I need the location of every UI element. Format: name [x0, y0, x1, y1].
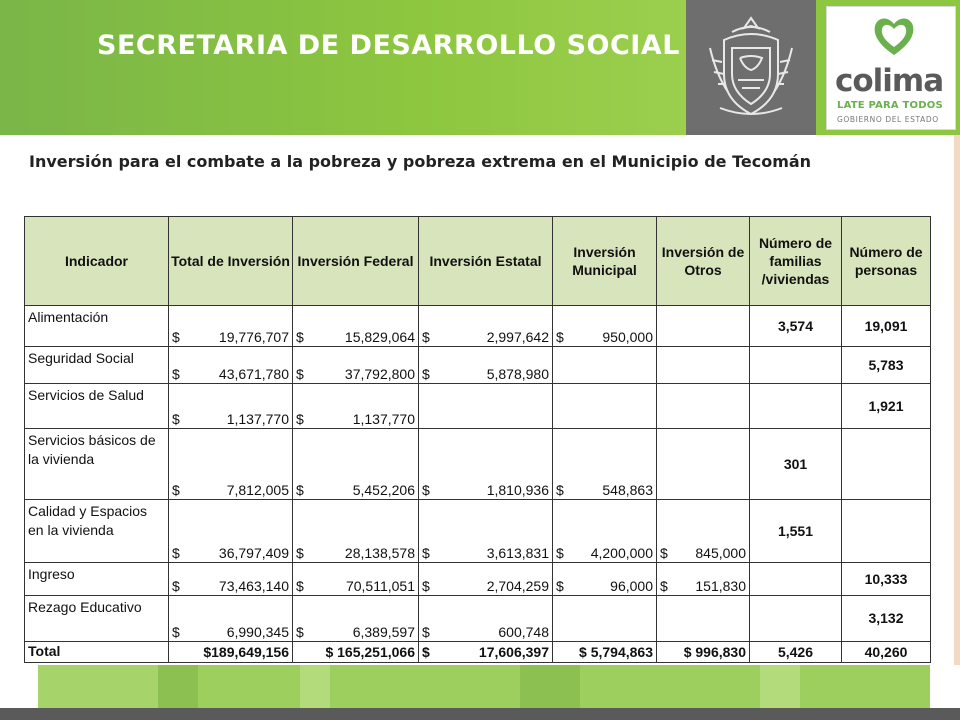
amount-value: 73,463,140 [218, 578, 289, 594]
cell-municipal [553, 347, 657, 384]
footer-gray-bar [0, 708, 960, 720]
header-indicador: Indicador [25, 217, 169, 306]
amount-value: 28,138,578 [344, 545, 415, 561]
logo-tagline: LATE PARA TODOS [837, 100, 943, 111]
cell-municipal [553, 384, 657, 429]
cell-otros [657, 347, 750, 384]
cell-total [169, 429, 293, 500]
cell-total-label: Total [25, 642, 169, 663]
cell-familias [750, 563, 842, 596]
currency-symbol: $ [422, 329, 430, 345]
amount-value: 5,452,206 [352, 482, 415, 498]
currency-symbol: $ [556, 482, 564, 498]
cell-personas: 5,783 [842, 347, 931, 384]
currency-symbol: $ [172, 545, 180, 561]
colima-logo [826, 6, 956, 130]
cell-otros [657, 384, 750, 429]
cell-total-federal: $ 165,251,066 [293, 642, 419, 663]
cell-total [169, 596, 293, 642]
table-row [25, 347, 931, 384]
amount-value: 1,810,936 [486, 482, 549, 498]
currency-symbol: $ [660, 545, 668, 561]
amount-value: 151,830 [695, 578, 746, 594]
amount-value: 36,797,409 [218, 545, 289, 561]
cell-estatal [419, 563, 553, 596]
cell-familias: 1,551 [750, 500, 842, 563]
cell-otros [657, 306, 750, 347]
cell-municipal [553, 306, 657, 347]
amount-value: 43,671,780 [218, 366, 289, 382]
currency-symbol: $ [556, 329, 564, 345]
investment-table [24, 216, 931, 663]
cell-total [169, 563, 293, 596]
cell-total [169, 384, 293, 429]
amount-value: 950,000 [602, 329, 653, 345]
cell-familias [750, 596, 842, 642]
table-row [25, 429, 931, 500]
amount-value: 845,000 [695, 545, 746, 561]
amount-value: 5,878,980 [486, 366, 549, 382]
cell-personas [842, 429, 931, 500]
currency-symbol: $ [296, 366, 304, 382]
state-seal-panel [686, 0, 816, 135]
amount-value: 1,137,770 [352, 411, 415, 427]
cell-municipal [553, 563, 657, 596]
cell-indicador: Alimentación [25, 306, 169, 347]
cell-total-municipal: $ 5,794,863 [553, 642, 657, 663]
header-title: SECRETARIA DE DESARROLLO SOCIAL [97, 30, 680, 61]
currency-symbol: $ [422, 643, 430, 660]
amount-value: 2,704,259 [486, 578, 549, 594]
cell-federal [293, 347, 419, 384]
table-row [25, 500, 931, 563]
table-row [25, 384, 931, 429]
cell-estatal [419, 596, 553, 642]
amount-value: 37,792,800 [344, 366, 415, 382]
header-green-panel [0, 0, 686, 135]
cell-personas: 10,333 [842, 563, 931, 596]
currency-symbol: $ [296, 482, 304, 498]
amount-value: 6,389,597 [352, 624, 415, 640]
currency-symbol: $ [422, 578, 430, 594]
header-band [0, 0, 960, 135]
logo-subtext: GOBIERNO DEL ESTADO [837, 115, 939, 124]
currency-symbol: $ [172, 578, 180, 594]
cell-otros [657, 563, 750, 596]
cell-municipal [553, 596, 657, 642]
currency-symbol: $ [296, 545, 304, 561]
cell-municipal [553, 429, 657, 500]
cell-indicador: Seguridad Social [25, 347, 169, 384]
cell-familias [750, 347, 842, 384]
header-estatal: Inversión Estatal [419, 217, 553, 306]
cell-estatal [419, 347, 553, 384]
amount-value: 3,613,831 [486, 545, 549, 561]
currency-symbol: $ [296, 578, 304, 594]
currency-symbol: $ [172, 624, 180, 640]
amount-value: 19,776,707 [218, 329, 289, 345]
currency-symbol: $ [172, 411, 180, 427]
cell-total-otros: $ 996,830 [657, 642, 750, 663]
cell-estatal [419, 306, 553, 347]
table-row [25, 596, 931, 642]
header-familias: Número de familias /viviendas [750, 217, 842, 306]
amount-value: 17,606,397 [478, 643, 549, 660]
amount-value: 15,829,064 [344, 329, 415, 345]
currency-symbol: $ [556, 578, 564, 594]
cell-indicador: Ingreso [25, 563, 169, 596]
currency-symbol: $ [296, 624, 304, 640]
currency-symbol: $ [172, 329, 180, 345]
currency-symbol: $ [422, 624, 430, 640]
cell-indicador: Servicios básicos de la vivienda [25, 429, 169, 500]
amount-value: 548,863 [602, 482, 653, 498]
amount-value: 7,812,005 [226, 482, 289, 498]
amount-value: 1,137,770 [226, 411, 289, 427]
cell-indicador: Servicios de Salud [25, 384, 169, 429]
cell-federal [293, 596, 419, 642]
cell-total [169, 500, 293, 563]
currency-symbol: $ [296, 411, 304, 427]
currency-symbol: $ [422, 482, 430, 498]
cell-federal [293, 429, 419, 500]
cell-estatal [419, 500, 553, 563]
cell-indicador: Rezago Educativo [25, 596, 169, 642]
right-edge-strip [954, 135, 960, 665]
table-row [25, 563, 931, 596]
cell-indicador: Calidad y Espacios en la vivienda [25, 500, 169, 563]
cell-total [169, 306, 293, 347]
amount-value: 4,200,000 [590, 545, 653, 561]
table-row [25, 306, 931, 347]
header-otros: Inversión de Otros [657, 217, 750, 306]
cell-total-personas: 40,260 [842, 642, 931, 663]
currency-symbol: $ [296, 329, 304, 345]
table-header-row [25, 217, 931, 306]
currency-symbol: $ [660, 578, 668, 594]
cell-total-familias: 5,426 [750, 642, 842, 663]
currency-symbol: $ [556, 545, 564, 561]
header-personas: Número de personas [842, 217, 931, 306]
amount-value: 70,511,051 [345, 578, 415, 594]
cell-personas: 3,132 [842, 596, 931, 642]
cell-federal [293, 306, 419, 347]
amount-value: 6,990,345 [226, 624, 289, 640]
slide-subtitle: Inversión para el combate a la pobreza y pobreza extrema en el Municipio de Tecomán [29, 152, 812, 171]
cell-otros [657, 429, 750, 500]
table-total-row [25, 642, 931, 663]
cell-municipal [553, 500, 657, 563]
header-total: Total de Inversión [169, 217, 293, 306]
cell-federal [293, 500, 419, 563]
cell-federal [293, 384, 419, 429]
cell-total-total: $189,649,156 [169, 642, 293, 663]
amount-value: 96,000 [610, 578, 653, 594]
cell-familias [750, 384, 842, 429]
header-federal: Inversión Federal [293, 217, 419, 306]
amount-value: 2,997,642 [486, 329, 549, 345]
logo-name: colima [835, 63, 944, 99]
currency-symbol: $ [172, 366, 180, 382]
cell-otros [657, 500, 750, 563]
cell-personas: 19,091 [842, 306, 931, 347]
currency-symbol: $ [422, 366, 430, 382]
cell-federal [293, 563, 419, 596]
cell-estatal [419, 429, 553, 500]
cell-otros [657, 596, 750, 642]
header-municipal: Inversión Municipal [553, 217, 657, 306]
cell-estatal [419, 384, 553, 429]
amount-value: 600,748 [498, 624, 549, 640]
currency-symbol: $ [172, 482, 180, 498]
coat-of-arms-icon [702, 14, 800, 120]
cell-total-estatal [419, 642, 553, 663]
heart-logo-icon [871, 13, 917, 59]
cell-familias: 3,574 [750, 306, 842, 347]
cell-personas: 1,921 [842, 384, 931, 429]
currency-symbol: $ [422, 545, 430, 561]
cell-personas [842, 500, 931, 563]
cell-familias: 301 [750, 429, 842, 500]
cell-total [169, 347, 293, 384]
